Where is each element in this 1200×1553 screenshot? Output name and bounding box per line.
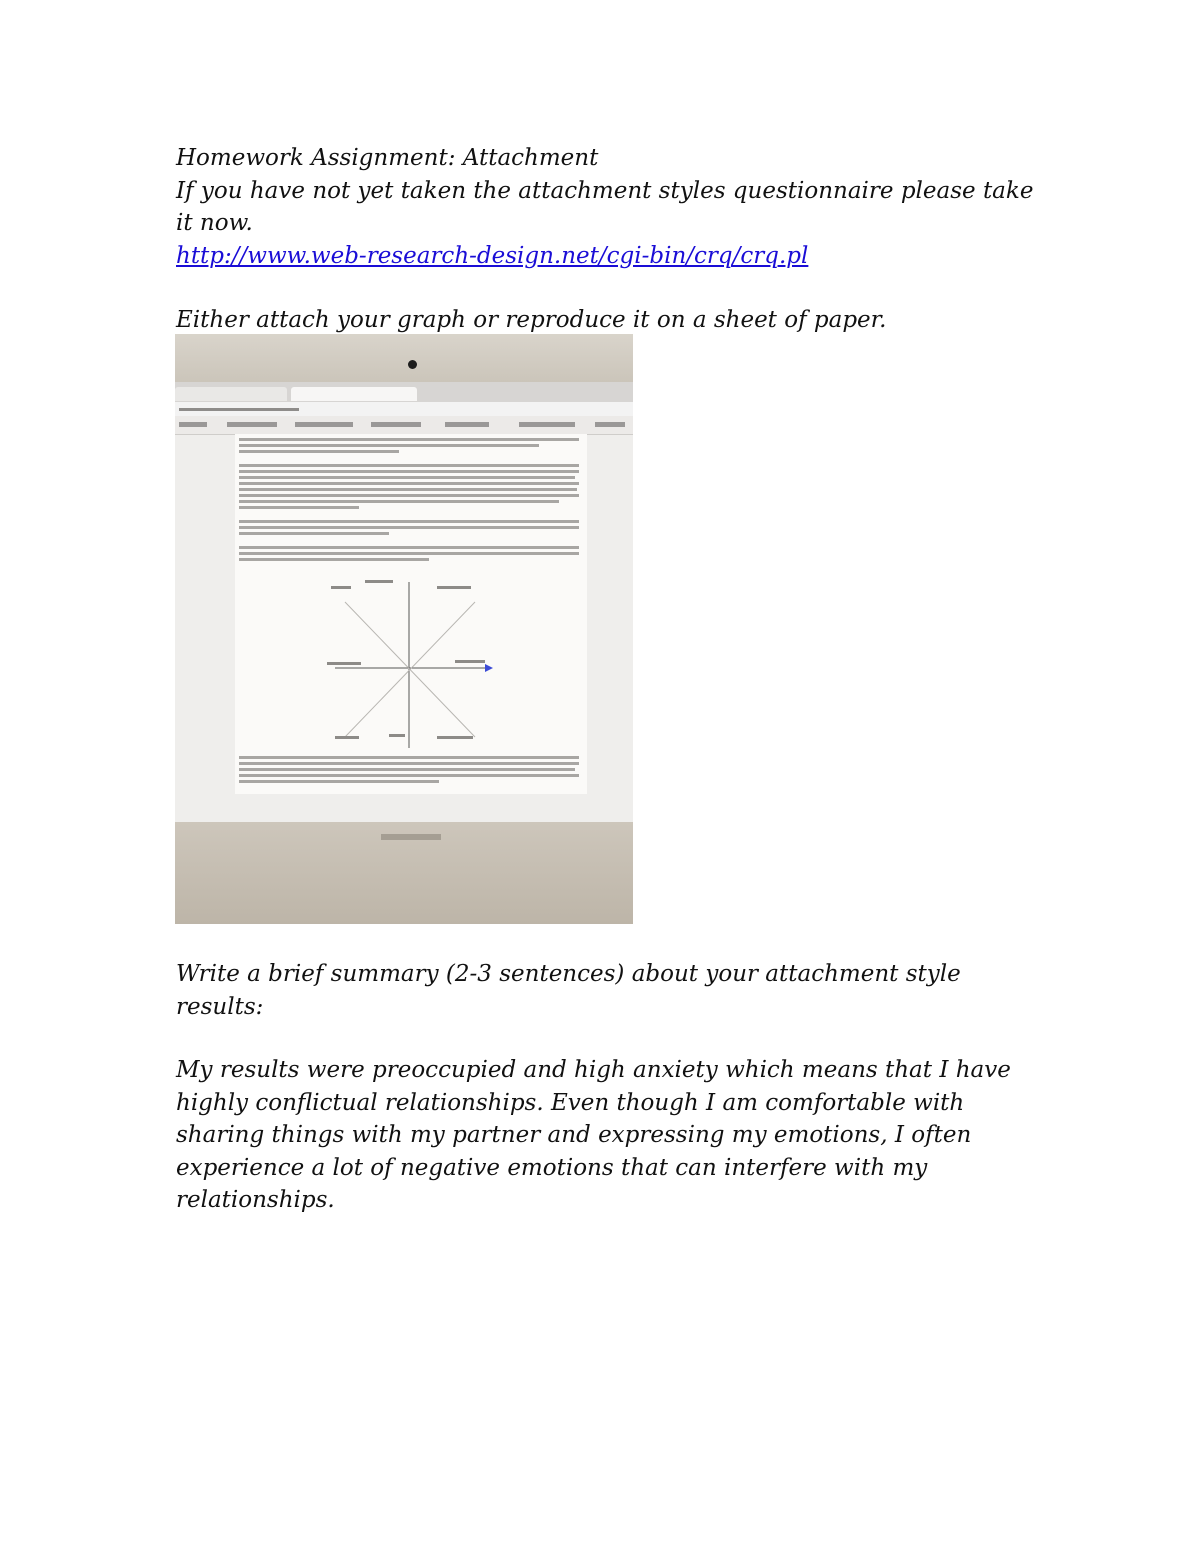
url-bar	[175, 402, 633, 416]
laptop-bezel	[175, 334, 633, 382]
answer-line-3: sharing things with my partner and expressing my emotions, I often	[176, 1122, 972, 1148]
answer-line-4: experience a lot of negative emotions that can interfere with my	[176, 1154, 928, 1181]
summary-prompt-block	[176, 958, 1026, 1023]
answer-line-2: highly conflictual relationships. Even though I am comfortable with	[176, 1089, 965, 1116]
attachment-graph	[325, 572, 505, 752]
summary-prompt-line-1: Write a brief summary (2-3 sentences) about your attachment style	[176, 961, 961, 987]
answer-block	[176, 1054, 1026, 1217]
summary-prompt-line-2: results:	[176, 993, 264, 1020]
header-block	[176, 142, 1034, 272]
graph-instruction: Either attach your graph or reproduce it on a sheet of paper.	[176, 307, 887, 333]
answer-line-1: My results were preoccupied and high anxiety which means that I have	[176, 1057, 1011, 1083]
axis-arrow-icon	[485, 664, 493, 672]
graph-instruction-block	[176, 304, 1026, 337]
laptop-brand-mark	[381, 834, 441, 840]
answer-line-5: relationships.	[176, 1187, 335, 1213]
laptop-screen	[175, 382, 633, 822]
bookmarks-bar	[175, 416, 633, 435]
questionnaire-link[interactable]: http://www.web-research-design.net/cgi-bin/crq/crq.pl	[176, 242, 809, 269]
browser-tab-active	[291, 387, 417, 401]
instruction-line-2: it now.	[176, 210, 253, 236]
instruction-line-1: If you have not yet taken the attachment styles questionnaire please take	[176, 177, 1034, 204]
browser-tab-bar	[175, 382, 633, 402]
camera-icon	[408, 360, 417, 369]
webpage-content	[235, 434, 587, 794]
assignment-title: Homework Assignment: Attachment	[176, 145, 599, 171]
browser-tab	[175, 387, 287, 401]
graph-photo	[175, 334, 633, 924]
